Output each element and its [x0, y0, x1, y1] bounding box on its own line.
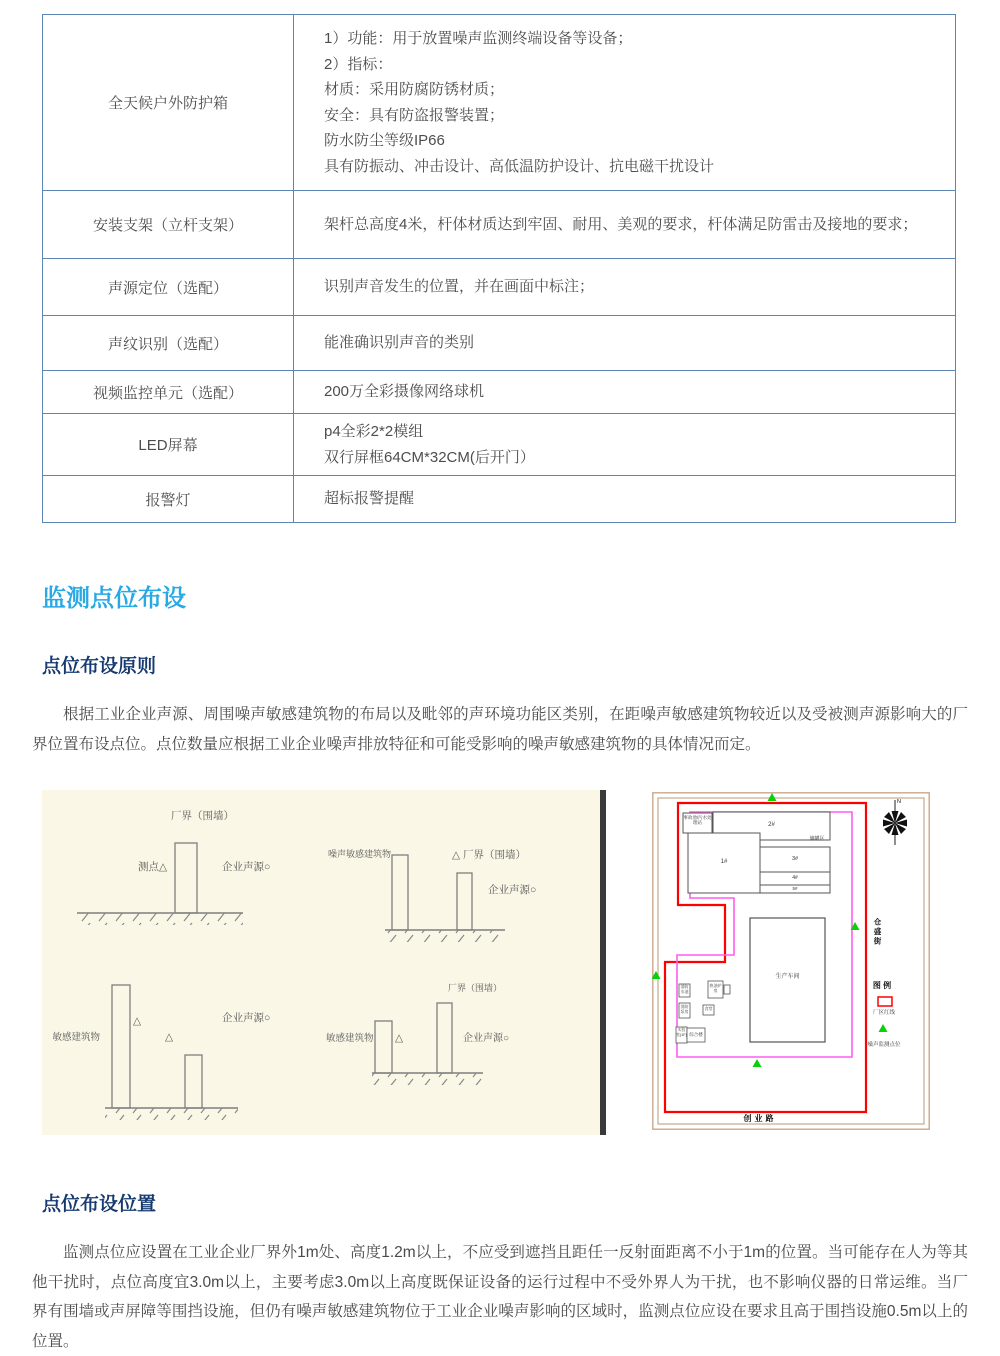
table-row — [43, 259, 956, 316]
building-label-lab: 实验室(1F) — [676, 1028, 687, 1037]
street-label-right: 仓盛街 — [873, 918, 882, 947]
legend-monitor-point-icon — [879, 1024, 888, 1032]
spec-line: 材质：采用防腐防锈材质； — [324, 81, 505, 98]
spec-line: 具有防振动、冲击设计、高低温防护设计、抗电磁干扰设计 — [324, 157, 715, 175]
section-title: 监测点位布设 — [42, 585, 186, 612]
building-label-3: 3# — [791, 856, 799, 862]
spec-label: 安装支架（立杆支架） — [43, 191, 294, 259]
wall-rect — [437, 1003, 452, 1073]
wall-rect — [175, 843, 197, 913]
table-row — [43, 371, 956, 414]
spec-line: 超标报警提醒 — [324, 490, 415, 508]
factory-boundary-label: △ 厂界（围墙） — [452, 849, 526, 861]
measure-point-icon: △ — [395, 1032, 404, 1044]
factory-boundary-label: 厂界（围墙） — [448, 983, 503, 993]
spec-label: 全天候户外防护箱 — [43, 15, 294, 191]
spec-value — [294, 476, 956, 523]
table-row — [43, 414, 956, 476]
principles-diagram-canvas — [42, 790, 600, 1135]
ground-hatch — [385, 930, 505, 942]
spec-label: LED屏幕 — [43, 414, 294, 476]
spec-line: 安全：具有防盗报警装置； — [324, 106, 505, 124]
wall-rect — [457, 873, 472, 930]
spec-line: 2）指标： — [324, 55, 393, 73]
paragraph-position: 监测点位应设置在工业企业厂界外1m处、高度1.2m以上，不应受到遮挡且距任一反射面距离不小于1m的位置。当可能存在人为等其他干扰时，点位高度宜3.0m以上，主要考虑3.0m以上高度既保证设备的运行过程中不受外界人为干扰，也不影响仪器的日常运维。当厂界有围墙或声屏障等围挡设施，但仍有噪声敏感建筑物位于工业企业噪声影响的区域时，监测点位应设在要求且高于围挡设施0.5m以上的位置。 — [32, 1244, 968, 1350]
spec-label: 报警灯 — [43, 476, 294, 523]
sensitive-building-label: 敏感建筑物 — [52, 1032, 100, 1043]
building-rect — [375, 1021, 392, 1073]
building-label-4: 4# — [792, 875, 798, 881]
spec-value — [294, 259, 956, 316]
spec-line: 双行屏框64CM*32CM(后开门） — [324, 448, 535, 466]
noise-source-label: 企业声源○ — [222, 1012, 271, 1024]
measure-point-icon: △ — [165, 1031, 174, 1043]
building-rect — [112, 985, 130, 1108]
noise-source-label: 企业声源○ — [488, 884, 537, 896]
subsection-title-position: 点位布设位置 — [42, 1194, 157, 1215]
measure-point-icon: △ — [133, 1015, 142, 1027]
ground-hatch — [372, 1073, 483, 1085]
building-label-fire-pool: 消防水池 — [680, 984, 689, 994]
figure-point-layout-principles — [42, 790, 606, 1135]
legend-point-label: 噪声监测点位 — [867, 1042, 901, 1048]
building-label-workshop: 生产车间 — [775, 974, 800, 980]
spec-line: 识别声音发生的位置，并在画面中标注； — [324, 278, 595, 296]
paragraph-principle: 根据工业企业声源、周围噪声敏感建筑物的布局以及毗邻的声环境功能区类别，在距噪声敏感建筑物较近以及受被测声源影响大的厂界位置布设点位。点位数量应根据工业企业噪声排放特征和可能受影响的噪声敏感建筑物的具体情况而定。 — [32, 706, 968, 753]
table-row — [43, 15, 956, 191]
building-oil-annex — [724, 985, 730, 994]
building-label-complex: 综合楼 — [689, 1032, 703, 1037]
sensitive-building-label: 噪声敏感建筑物 — [328, 849, 392, 859]
spec-label: 声源定位（选配） — [43, 259, 294, 316]
spec-line: p4全彩2*2模组 — [324, 423, 424, 440]
wall-rect — [185, 1055, 202, 1108]
spec-line: 能准确识别声音的类别 — [324, 334, 475, 352]
noise-source-label: 企业声源○ — [463, 1033, 510, 1044]
factory-map-canvas — [652, 792, 930, 1130]
subsection-title-principle: 点位布设原则 — [42, 656, 157, 677]
table-row — [43, 316, 956, 371]
spec-value — [294, 316, 956, 371]
building-label-2: 2# — [768, 822, 775, 828]
building-label-5: 5# — [792, 886, 798, 891]
table-row — [43, 191, 956, 259]
noise-source-label: 企业声源○ — [222, 861, 271, 873]
compass-n-label: N — [897, 799, 901, 805]
monitor-point-icon — [768, 793, 777, 801]
figure-factory-map — [652, 792, 930, 1130]
label-tank-area: 储罐区 — [809, 836, 825, 842]
spec-value — [294, 191, 956, 259]
legend-red-line-icon — [878, 997, 892, 1006]
monitor-point-icon — [753, 1059, 762, 1067]
legend-title: 图 例 — [872, 981, 892, 990]
spec-value — [294, 414, 956, 476]
sensitive-building-label: 敏感建筑物 — [326, 1033, 374, 1044]
building-label-accident-pool: 事故池/污水处理站 — [683, 815, 712, 826]
legend-boundary-label: 厂区红线 — [872, 1010, 895, 1016]
spec-line: 架杆总高度4米，杆体材质达到牢固、耐用、美观的要求，杆体满足防雷击及接地的要求； — [324, 215, 918, 233]
spec-label: 声纹识别（选配） — [43, 316, 294, 371]
building-label-oil-furnace: 热油炉房 — [709, 983, 722, 993]
measure-point-label: 测点△ — [138, 861, 168, 873]
building-label-canteen: 食堂 — [704, 1006, 713, 1011]
table-row — [43, 476, 956, 523]
ground-hatch — [105, 1108, 238, 1120]
spec-line: 防水防尘等级IP66 — [324, 132, 445, 149]
spec-line: 1）功能：用于放置噪声监测终端设备等设备； — [324, 30, 633, 47]
spec-value — [294, 371, 956, 414]
spec-value — [294, 15, 956, 191]
factory-boundary-label: 厂界（围墙） — [171, 810, 234, 822]
spec-line: 200万全彩摄像网络球机 — [324, 383, 485, 401]
ground-hatch — [77, 913, 243, 925]
compass-north-icon — [883, 800, 907, 845]
building-label-pump-room: 消防泵房 — [680, 1004, 689, 1014]
building-rect — [392, 855, 408, 930]
street-label-bottom: 创业路 — [743, 1114, 777, 1123]
spec-label: 视频监控单元（选配） — [43, 371, 294, 414]
building-label-1: 1# — [720, 859, 728, 865]
equipment-spec-table — [42, 14, 956, 523]
